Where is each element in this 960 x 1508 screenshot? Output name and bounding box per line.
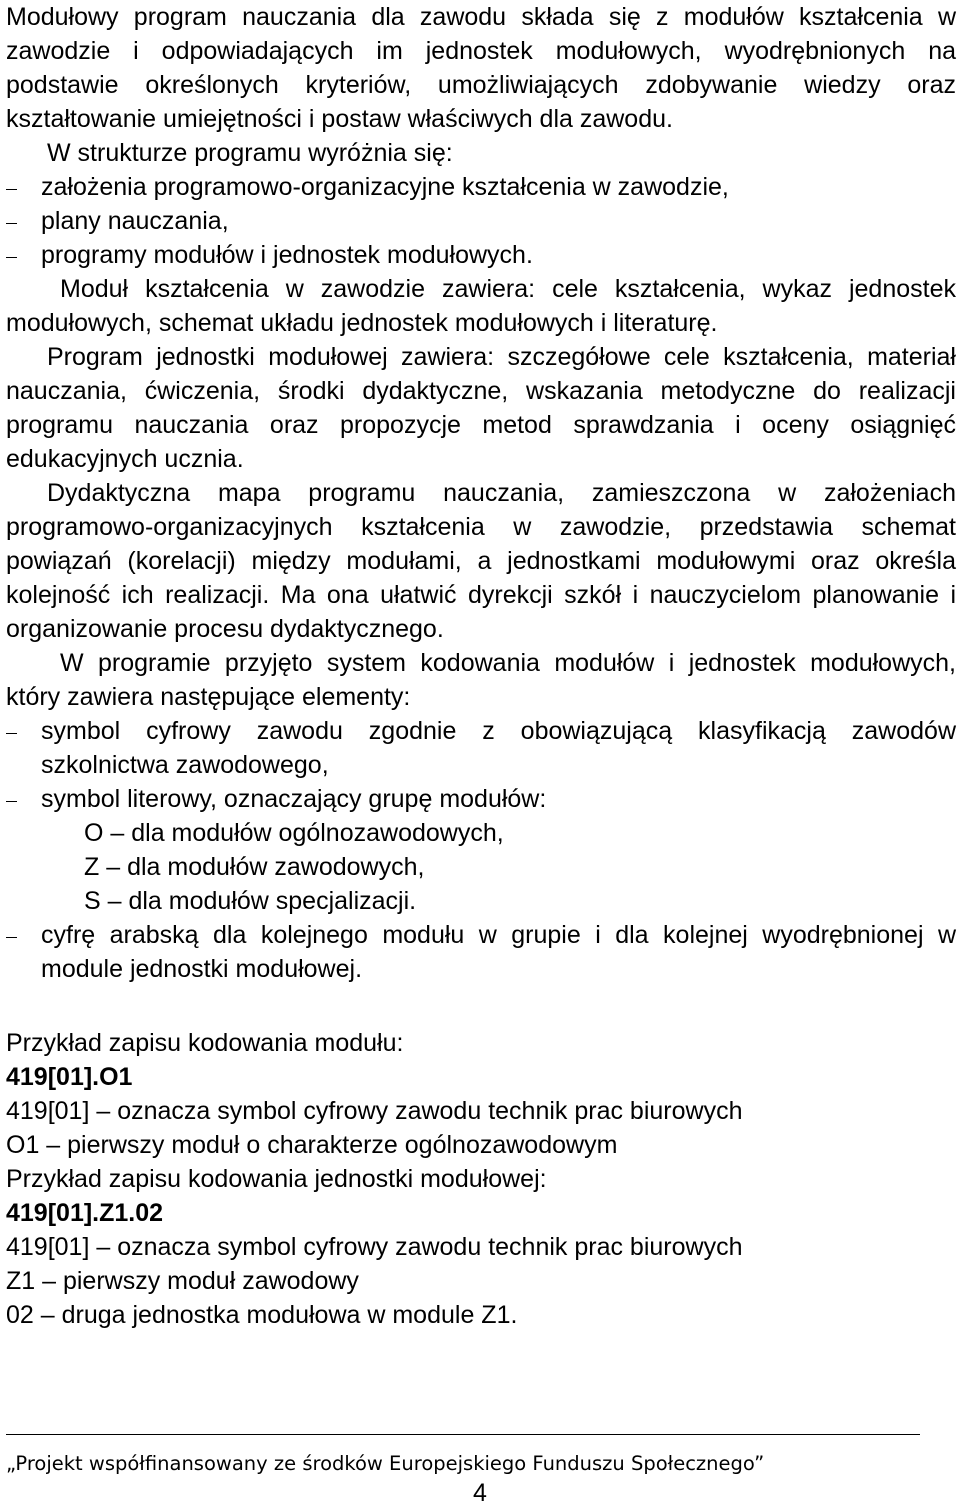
unit-code: 419[01].Z1.02 (6, 1199, 164, 1227)
list-item: założenia programowo-organizacyjne kształcenia w zawodzie, (6, 170, 956, 204)
example-module-line: 419[01] – oznacza symbol cyfrowy zawodu technik prac biurowych (6, 1097, 743, 1125)
list-item (6, 782, 956, 918)
example-module-heading: Przykład zapisu kodowania modułu: (6, 1029, 404, 1057)
paragraph-unit-program: Program jednostki modułowej zawiera: szczegółowe cele kształcenia, materiał nauczania, ćwiczenia, środki dydaktyczne, wskazania metodyczne do realizacji programu nauczania oraz propozycje metod sprawdzania i oceny osiągnięć edukacyjnych ucznia. (6, 343, 956, 473)
coding-elements-list (6, 714, 956, 986)
example-module-line: O1 – pierwszy moduł o charakterze ogólnozawodowym (6, 1131, 618, 1159)
paragraph-coding-system: W programie przyjęto system kodowania modułów i jednostek modułowych, który zawiera następujące elementy: (6, 649, 956, 711)
list-item-text: symbol literowy, oznaczający grupę modułów: (41, 785, 547, 813)
example-module-code (6, 1060, 956, 1094)
list-item: symbol cyfrowy zawodu zgodnie z obowiązującą klasyfikacją zawodów szkolnictwa zawodowego, (6, 714, 956, 782)
page-number: 4 (473, 1479, 487, 1507)
example-unit-code (6, 1196, 956, 1230)
example-unit-heading: Przykład zapisu kodowania jednostki modułowej: (6, 1165, 547, 1193)
paragraph-intro: Modułowy program nauczania dla zawodu składa się z modułów kształcenia w zawodzie i odpowiadających im jednostek modułowych, wyodrębnionych na podstawie określonych kryteriów, umożliwiających zdobywanie wiedzy oraz kształtowanie umiejętności i postaw właściwych dla zawodu. (6, 3, 956, 133)
paragraph-didactic-map: Dydaktyczna mapa programu nauczania, zamieszczona w założeniach programowo-organizacyjnych kształcenia w zawodzie, przedstawia schemat powiązań (korelacji) między modułami, a jednostkami modułowymi oraz określa kolejność ich realizacji. Ma ona ułatwić dyrekcji szkół i nauczycielom planowanie i organizowanie procesu dydaktycznego. (6, 479, 956, 643)
example-unit-line: 02 – druga jednostka modułowa w module Z1. (6, 1301, 518, 1329)
sub-item: S – dla modułów specjalizacji. (84, 887, 417, 915)
structure-list (6, 170, 956, 272)
list-item: cyfrę arabską dla kolejnego modułu w grupie i dla kolejnej wyodrębnionej w module jednostki modułowej. (6, 918, 956, 986)
sub-item: Z – dla modułów zawodowych, (84, 853, 425, 881)
spacer (6, 986, 956, 1026)
module-code: 419[01].O1 (6, 1063, 133, 1091)
paragraph-structure: W strukturze programu wyróżnia się: (47, 139, 453, 167)
footer-text: „Projekt współfinansowany ze środków Europejskiego Funduszu Społecznego” (6, 1452, 765, 1475)
paragraph-module: Moduł kształcenia w zawodzie zawiera: cele kształcenia, wykaz jednostek modułowych, schemat układu jednostek modułowych i literaturę. (6, 275, 956, 337)
list-item: programy modułów i jednostek modułowych. (6, 238, 956, 272)
example-unit-line: 419[01] – oznacza symbol cyfrowy zawodu technik prac biurowych (6, 1233, 743, 1261)
list-item: plany nauczania, (6, 204, 956, 238)
document-body (6, 0, 956, 1332)
sub-item: O – dla modułów ogólnozawodowych, (84, 819, 504, 847)
example-unit-line: Z1 – pierwszy moduł zawodowy (6, 1267, 359, 1295)
footer-divider (6, 1434, 920, 1435)
